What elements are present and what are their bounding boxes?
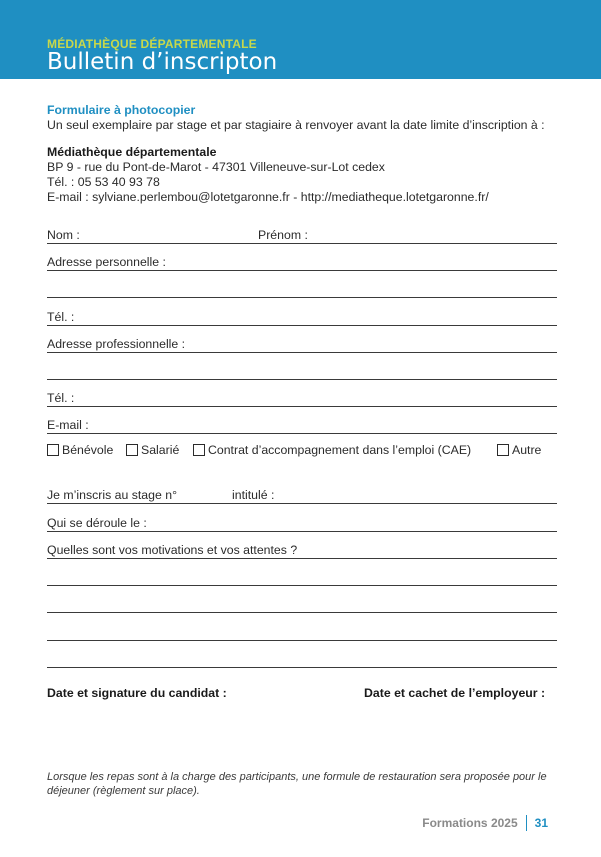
signature-candidat: Date et signature du candidat : bbox=[47, 686, 227, 700]
contact-org: Médiathèque départementale bbox=[47, 145, 217, 159]
motivations-line-2[interactable] bbox=[47, 567, 557, 586]
status-checkboxes bbox=[47, 443, 567, 459]
email-label: E-mail : bbox=[47, 418, 89, 432]
checkbox-benevole[interactable] bbox=[47, 443, 113, 457]
motivations-line-5[interactable] bbox=[47, 649, 557, 668]
intro-subhead: Formulaire à photocopier bbox=[47, 103, 196, 117]
adresse-perso-field[interactable] bbox=[47, 252, 557, 271]
checkbox-icon bbox=[193, 444, 205, 456]
intitule-label: intitulé : bbox=[232, 488, 275, 502]
adresse-pro-label: Adresse professionnelle : bbox=[47, 337, 186, 351]
tel-pro-field[interactable] bbox=[47, 388, 557, 407]
footer-label: Formations 2025 bbox=[422, 816, 518, 830]
checkbox-autre-label: Autre bbox=[512, 443, 542, 457]
signature-employeur: Date et cachet de l’employeur : bbox=[364, 686, 546, 700]
tel-perso-label: Tél. : bbox=[47, 310, 75, 324]
page-footer bbox=[422, 815, 548, 831]
date-field[interactable] bbox=[47, 513, 557, 532]
checkbox-salarie-label: Salarié bbox=[141, 443, 180, 457]
header-banner bbox=[0, 0, 601, 79]
page-title: Bulletin d’inscripton bbox=[47, 49, 278, 75]
checkbox-autre[interactable] bbox=[497, 443, 541, 457]
adresse-pro-field[interactable] bbox=[47, 334, 557, 353]
page-number: 31 bbox=[534, 816, 548, 830]
nom-field[interactable] bbox=[47, 225, 557, 244]
adresse-pro-line-2[interactable] bbox=[47, 361, 557, 380]
checkbox-icon bbox=[497, 444, 509, 456]
stage-field[interactable] bbox=[47, 485, 557, 504]
motivations-line-3[interactable] bbox=[47, 594, 557, 613]
footer-divider bbox=[526, 815, 527, 831]
adresse-perso-label: Adresse personnelle : bbox=[47, 255, 166, 269]
meal-note: Lorsque les repas sont à la charge des participants, une formule de restauration sera proposée pour le déjeuner (règlement sur place). bbox=[47, 771, 547, 797]
nom-label: Nom : bbox=[47, 228, 80, 242]
motivations-label: Quelles sont vos motivations et vos attentes ? bbox=[47, 543, 298, 557]
checkbox-cae[interactable] bbox=[193, 443, 471, 457]
date-label: Qui se déroule le : bbox=[47, 516, 147, 530]
adresse-perso-line-2[interactable] bbox=[47, 279, 557, 298]
contact-email: E-mail : sylviane.perlembou@lotetgaronne.fr - http://mediatheque.lotetgaronne.fr/ bbox=[47, 190, 489, 204]
contact-block bbox=[47, 145, 567, 205]
checkbox-salarie[interactable] bbox=[126, 443, 179, 457]
checkbox-icon bbox=[126, 444, 138, 456]
contact-phone: Tél. : 05 53 40 93 78 bbox=[47, 175, 160, 189]
intro-section bbox=[47, 103, 567, 133]
checkbox-icon bbox=[47, 444, 59, 456]
contact-address: BP 9 - rue du Pont-de-Marot - 47301 Villeneuve-sur-Lot cedex bbox=[47, 160, 385, 174]
motivations-line-4[interactable] bbox=[47, 622, 557, 641]
tel-pro-label: Tél. : bbox=[47, 391, 75, 405]
checkbox-benevole-label: Bénévole bbox=[62, 443, 114, 457]
header-kicker: MÉDIATHÈQUE DÉPARTEMENTALE bbox=[47, 37, 257, 51]
prenom-label: Prénom : bbox=[258, 228, 308, 242]
stage-label: Je m’inscris au stage n° bbox=[47, 488, 177, 502]
intro-text: Un seul exemplaire par stage et par stagiaire à renvoyer avant la date limite d’inscription à : bbox=[47, 118, 545, 132]
checkbox-cae-label: Contrat d’accompagnement dans l’emploi (CAE) bbox=[208, 443, 472, 457]
email-field[interactable] bbox=[47, 415, 557, 434]
tel-perso-field[interactable] bbox=[47, 307, 557, 326]
motivations-field[interactable] bbox=[47, 540, 557, 559]
